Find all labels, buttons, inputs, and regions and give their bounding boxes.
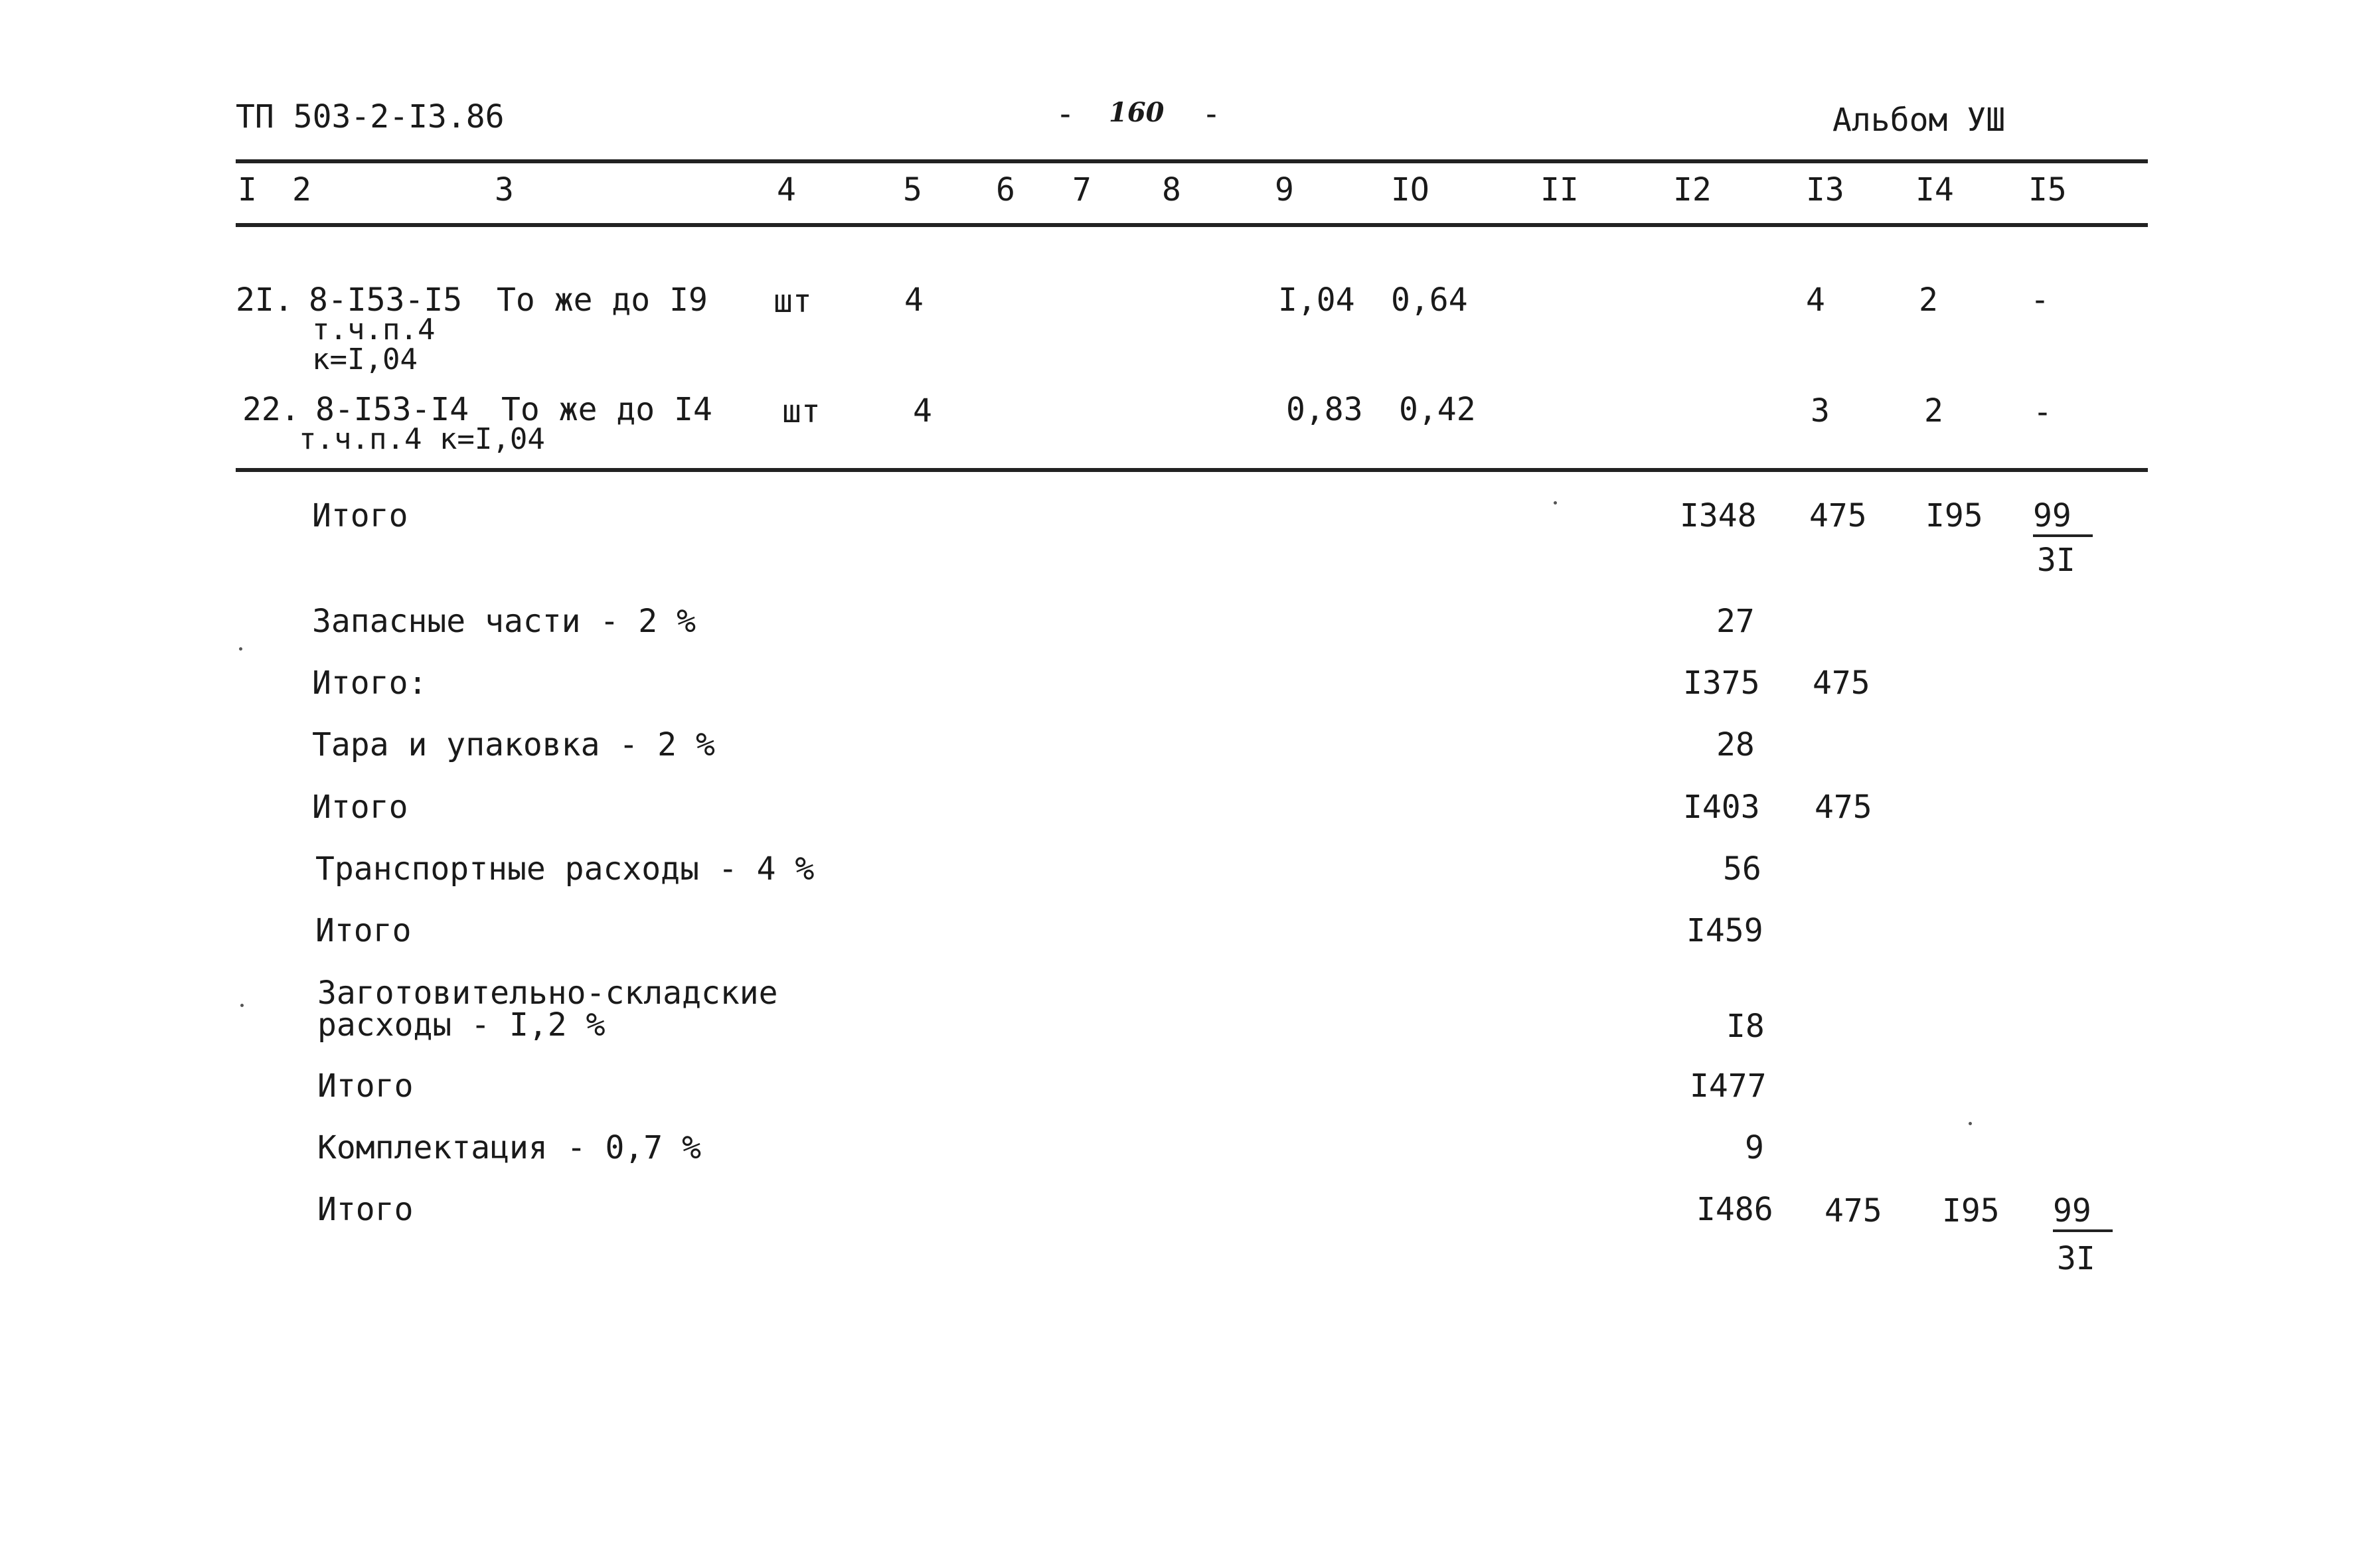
summary-col12: I375: [1683, 665, 1760, 702]
page-dash-right: -: [1202, 96, 1221, 133]
summary-col12: 9: [1745, 1129, 1764, 1166]
row-code-note: т.ч.п.4 к=I,04: [299, 422, 545, 456]
column-header-15: I5: [2028, 171, 2067, 208]
summary-col13: 475: [1815, 789, 1872, 826]
column-header-11: II: [1540, 171, 1579, 208]
column-header-4: 4: [777, 171, 796, 208]
row-quantity: 4: [904, 281, 924, 319]
summary-col13: 475: [1825, 1192, 1882, 1229]
row-unit: шт: [773, 283, 812, 320]
row-code-coef: к=I,04: [312, 343, 418, 376]
summary-label: Заготовительно-складские: [317, 975, 778, 1012]
row-col9: I,04: [1278, 281, 1355, 319]
summary-label: Итого: [317, 1067, 414, 1105]
summary-col12: I348: [1680, 497, 1757, 534]
summary-col12: I459: [1686, 912, 1763, 949]
summary-label-continued: расходы - I,2 %: [317, 1006, 606, 1044]
column-header-12: I2: [1673, 171, 1712, 208]
summary-col15-numerator: 99: [2053, 1195, 2113, 1232]
row-col15: -: [2030, 281, 2050, 319]
row-description: То же до I4: [501, 391, 712, 428]
column-header-7: 7: [1072, 171, 1092, 208]
summary-label: Итого: [317, 1191, 414, 1228]
column-header-9: 9: [1275, 171, 1294, 208]
scan-speck: [239, 647, 242, 651]
document-code: ТП 503-2-I3.86: [236, 98, 505, 135]
summary-col12: I8: [1726, 1008, 1765, 1045]
row-number: 22.: [242, 391, 300, 428]
header-top-rule: [236, 159, 2148, 163]
summary-label: Комплектация - 0,7 %: [317, 1129, 701, 1166]
summary-label: Запасные части - 2 %: [312, 603, 696, 640]
summary-col12: I477: [1690, 1067, 1767, 1105]
row-quantity: 4: [913, 392, 932, 430]
column-header-14: I4: [1915, 171, 1954, 208]
row-col13: 3: [1811, 392, 1830, 430]
row-col10: 0,42: [1399, 391, 1476, 428]
summary-col14: I95: [1925, 497, 1983, 534]
scan-speck: [1969, 1122, 1972, 1125]
header-bottom-rule: [236, 223, 2148, 227]
column-header-3: 3: [495, 171, 514, 208]
summary-label: Тара и упаковка - 2 %: [312, 726, 715, 763]
page-dash-left: -: [1056, 96, 1075, 133]
row-col10: 0,64: [1391, 281, 1468, 319]
column-header-1: I: [238, 171, 257, 208]
column-header-13: I3: [1806, 171, 1844, 208]
summary-label: Итого: [312, 497, 408, 534]
column-header-10: IO: [1391, 171, 1429, 208]
summary-col12: I403: [1683, 789, 1760, 826]
row-description: То же до I9: [497, 281, 708, 319]
summary-label: Итого:: [312, 665, 428, 702]
row-code: 8-I53-I5: [309, 281, 463, 319]
row-col14: 2: [1919, 281, 1938, 319]
summary-col15-numerator: 99: [2033, 500, 2093, 537]
row-unit: шт: [782, 393, 821, 430]
scan-speck: [240, 1004, 244, 1007]
summary-col12: 28: [1716, 726, 1755, 763]
summary-col14: I95: [1942, 1192, 2000, 1229]
summary-col15-denominator: 3I: [2057, 1240, 2095, 1277]
summary-col12: 27: [1716, 603, 1755, 640]
summary-col12: 56: [1723, 850, 1761, 888]
row-col9: 0,83: [1286, 391, 1363, 428]
row-number: 2I.: [236, 281, 293, 319]
scan-speck: [1554, 501, 1557, 505]
summary-label: Итого: [315, 912, 412, 949]
column-header-5: 5: [903, 171, 922, 208]
row-col15: -: [2033, 394, 2052, 431]
table-body-rule: [236, 468, 2148, 472]
summary-label: Итого: [312, 789, 408, 826]
row-code-note: т.ч.п.4: [312, 313, 436, 347]
summary-label: Транспортные расходы - 4 %: [315, 850, 815, 888]
column-header-8: 8: [1162, 171, 1181, 208]
row-col14: 2: [1924, 392, 1943, 430]
summary-col12: I486: [1696, 1191, 1773, 1228]
page-number: 160: [1109, 97, 1165, 128]
column-header-2: 2: [292, 171, 311, 208]
summary-col13: 475: [1809, 497, 1867, 534]
row-code: 8-I53-I4: [315, 391, 469, 428]
column-header-6: 6: [996, 171, 1015, 208]
row-col13: 4: [1806, 281, 1825, 319]
summary-col13: 475: [1813, 665, 1870, 702]
album-label: Альбом УШ: [1832, 102, 2006, 139]
summary-col15-denominator: 3I: [2037, 542, 2075, 579]
